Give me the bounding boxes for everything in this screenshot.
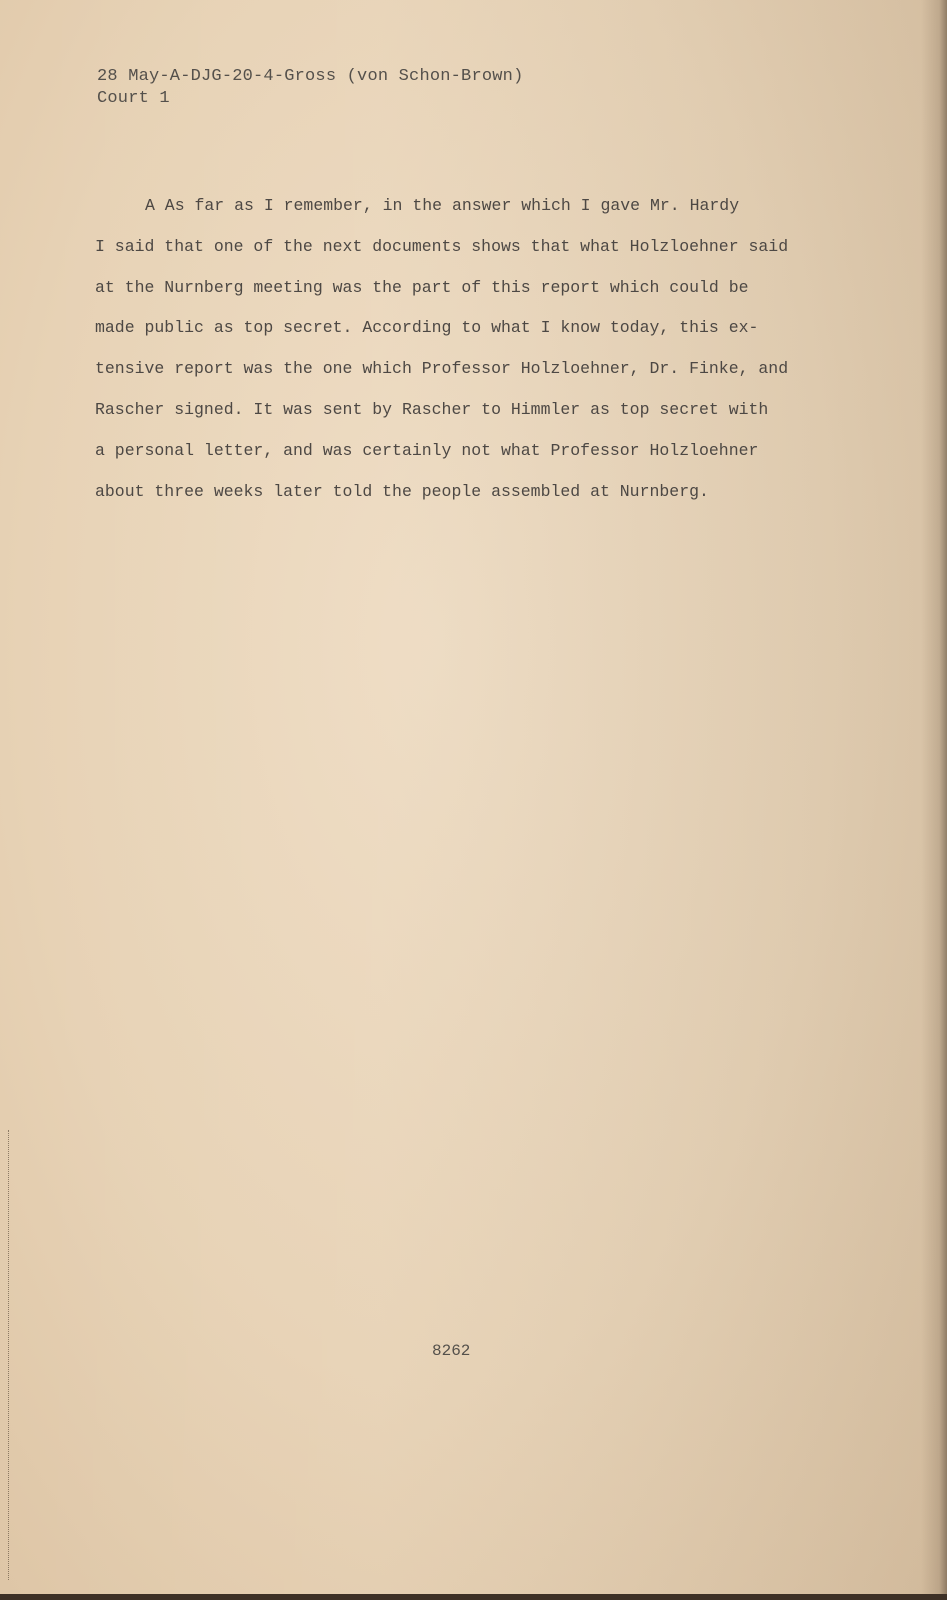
paragraph-line: made public as top secret. According to what I know today, this ex- xyxy=(95,318,759,338)
paragraph-line: at the Nurnberg meeting was the part of this report which could be xyxy=(95,277,749,297)
paragraph-line: about three weeks later told the people assembled at Nurnberg. xyxy=(95,481,709,501)
paragraph-line: A As far as I remember, in the answer which I gave Mr. Hardy xyxy=(145,196,740,215)
paragraph-line: Rascher signed. It was sent by Rascher to Himmler as top secret with xyxy=(95,399,769,419)
header-reference-line: 28 May-A-DJG-20-4-Gross (von Schon-Brown) xyxy=(97,67,524,86)
paragraph-line: tensive report was the one which Professor Holzloehner, Dr. Finke, and xyxy=(95,359,789,379)
header-court-line: Court 1 xyxy=(97,89,170,108)
answer-paragraph xyxy=(95,186,815,512)
paper-edge-shadow xyxy=(921,0,947,1600)
page-number: 8262 xyxy=(432,1342,471,1360)
paragraph-line: a personal letter, and was certainly not what Professor Holzloehner xyxy=(95,440,759,460)
document-header xyxy=(97,66,523,110)
paragraph-line: I said that one of the next documents shows that what Holzloehner said xyxy=(95,236,789,256)
binding-edge xyxy=(8,1130,19,1580)
paper-bottom-edge xyxy=(0,1594,947,1600)
